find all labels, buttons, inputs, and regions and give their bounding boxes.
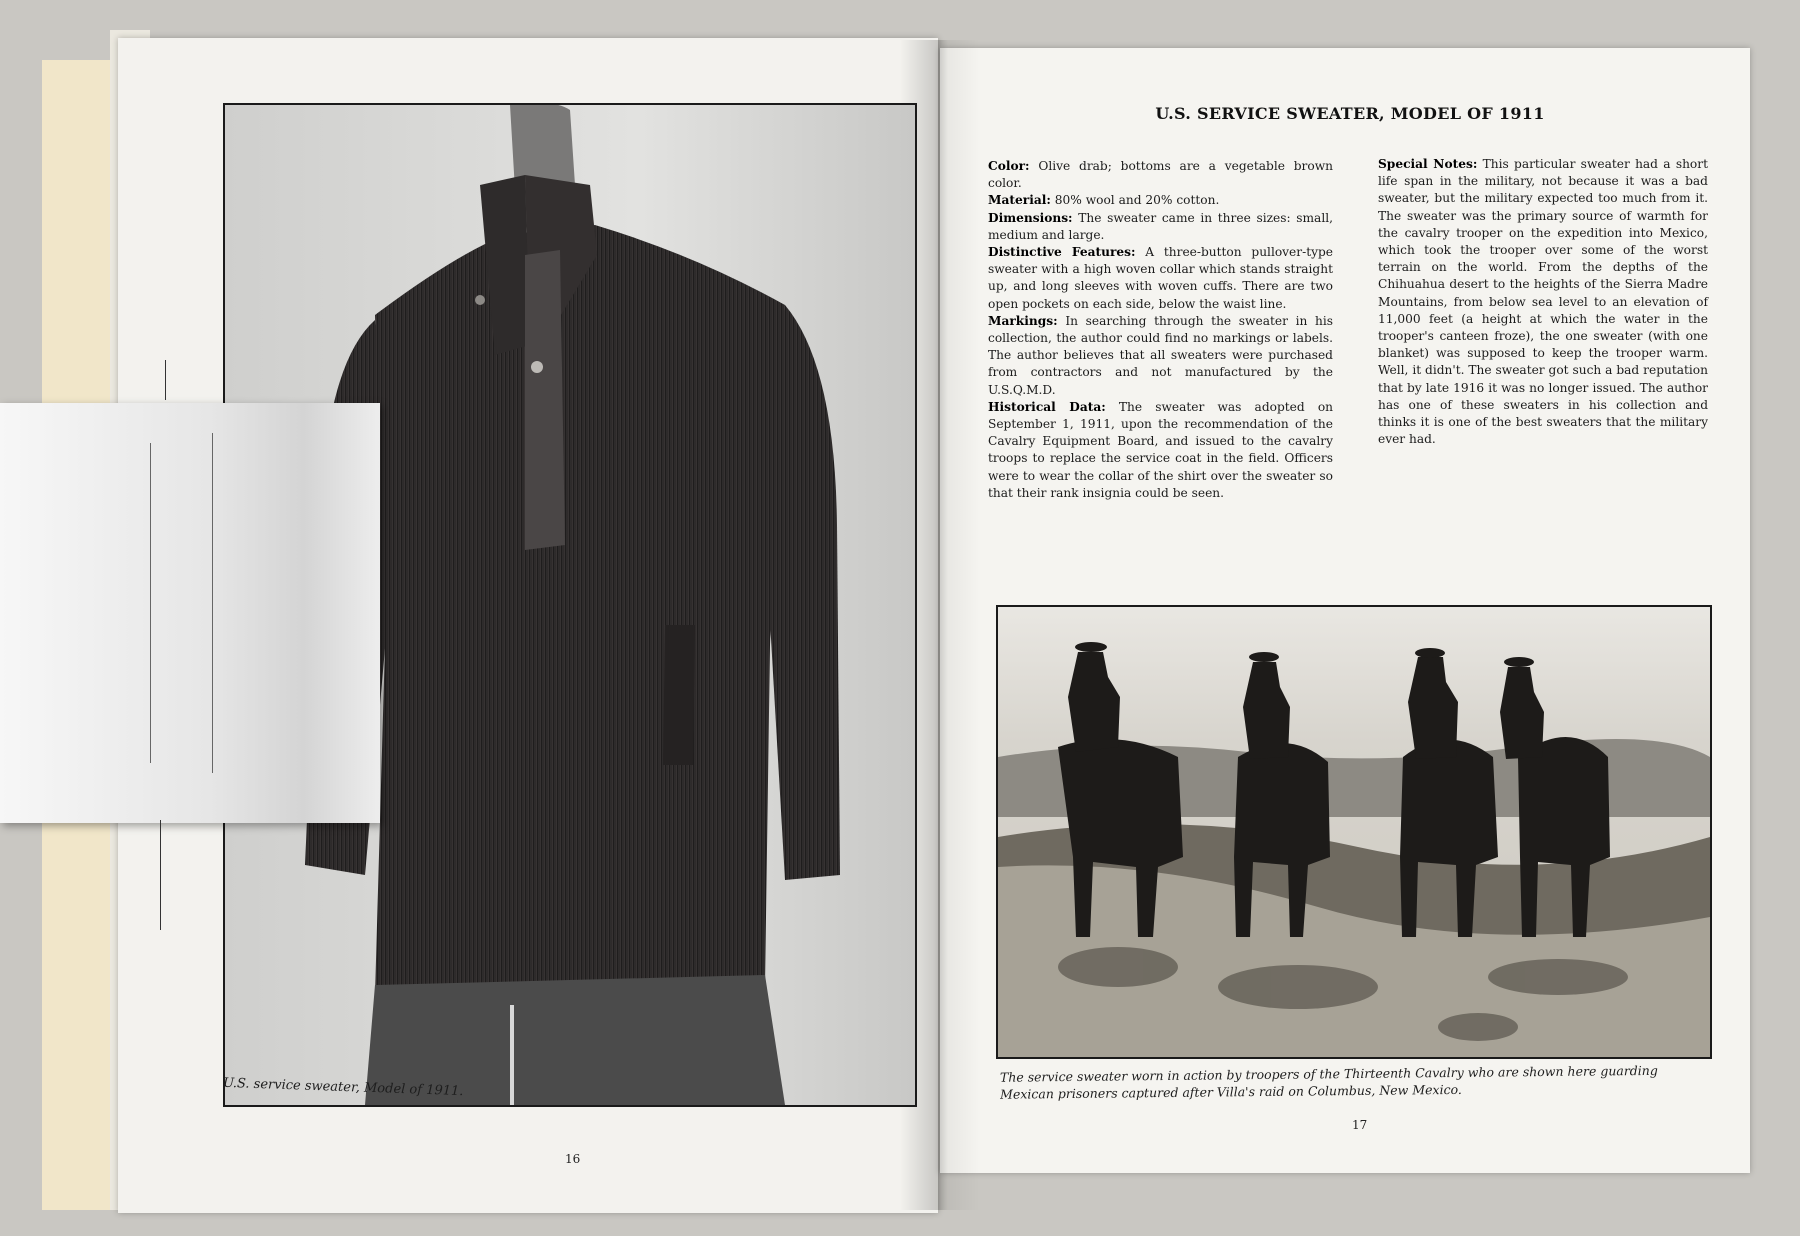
insert-rule xyxy=(150,443,151,763)
paragraph-special xyxy=(1378,156,1708,448)
label-markings: Markings: xyxy=(988,313,1058,328)
text-dimensions: The sweater came in three sizes: small, medium and large. xyxy=(988,210,1333,242)
paper-insert xyxy=(0,403,380,823)
margin-mark-2 xyxy=(160,820,161,930)
label-dimensions: Dimensions: xyxy=(988,210,1073,225)
label-color: Color: xyxy=(988,159,1030,173)
text-historical: The sweater was adopted on September 1, 1911, upon the recommendation of the Cavalry Equipment Board, and issued to the cavalry troops to replace the service coat in the field. Officers were to wear the collar of the shirt over the sweater so that their rank insignia could be seen. xyxy=(988,399,1334,500)
label-historical: Historical Data: xyxy=(988,399,1106,414)
sweater-caption: U.S. service sweater, Model of 1911. xyxy=(222,1075,464,1100)
text-material: 80% wool and 20% cotton. xyxy=(1054,193,1220,208)
cavalry-illustration xyxy=(998,607,1710,1057)
label-features: Distinctive Features: xyxy=(988,245,1136,260)
label-material: Material: xyxy=(988,193,1051,208)
page-heading: U.S. SERVICE SWEATER, MODEL OF 1911 xyxy=(1155,104,1545,123)
text-features: A three-button pullover-type sweater with a high woven collar which stands straight up, and long sleeves with woven cuffs. There are two open pockets on each side, below the waist line. xyxy=(988,245,1334,311)
label-special: Special Notes: xyxy=(1378,157,1478,171)
cavalry-caption: The service sweater worn in action by troopers of the Thirteenth Cavalry who are shown here guarding Mexican prisoners captured after Villa's raid on Columbus, New Mexico. xyxy=(999,1062,1658,1102)
text-column-left xyxy=(988,158,1333,502)
margin-mark xyxy=(165,360,166,400)
paragraph-dimensions xyxy=(988,210,1333,244)
insert-rule-2 xyxy=(212,433,213,773)
text-special: This particular sweater had a short life span in the military, not because it was a bad sweater, but the military expected too much from it. The sweater was the primary source of warmth for the cavalry trooper on the expedition into Mexico, which took the trooper over some of the worst terrain on the world. From the depths of the Chihuahua desert to the heights of the Sierra Madre Mountains, from below sea level to an elevation of 11,000 feet (a height at which the water in the trooper's canteen froze), the one sweater (with one blanket) was supposed to keep the trooper warm. Well, it didn't. The sweater got such a bad reputation that by late 1916 it was no longer issued. The author has one of these sweaters in his collection and thinks it is one of the best sweaters that the military ever had. xyxy=(1378,157,1708,447)
cavalry-photo xyxy=(996,605,1712,1059)
paragraph-material xyxy=(988,192,1333,209)
paragraph-markings xyxy=(988,313,1333,399)
page-number-left: 16 xyxy=(565,1152,581,1166)
paragraph-color xyxy=(988,158,1333,192)
text-color: Olive drab; bottoms are a vegetable brown color. xyxy=(988,159,1334,191)
page-number-right: 17 xyxy=(1352,1118,1368,1132)
text-column-right xyxy=(1378,156,1708,448)
text-markings: In searching through the sweater in his collection, the author could find no markings or labels. The author believes that all sweaters were purchased from contractors and not manufactured by the U.S.Q.M.D. xyxy=(988,313,1333,397)
paragraph-features xyxy=(988,244,1333,313)
paragraph-historical xyxy=(988,399,1333,502)
